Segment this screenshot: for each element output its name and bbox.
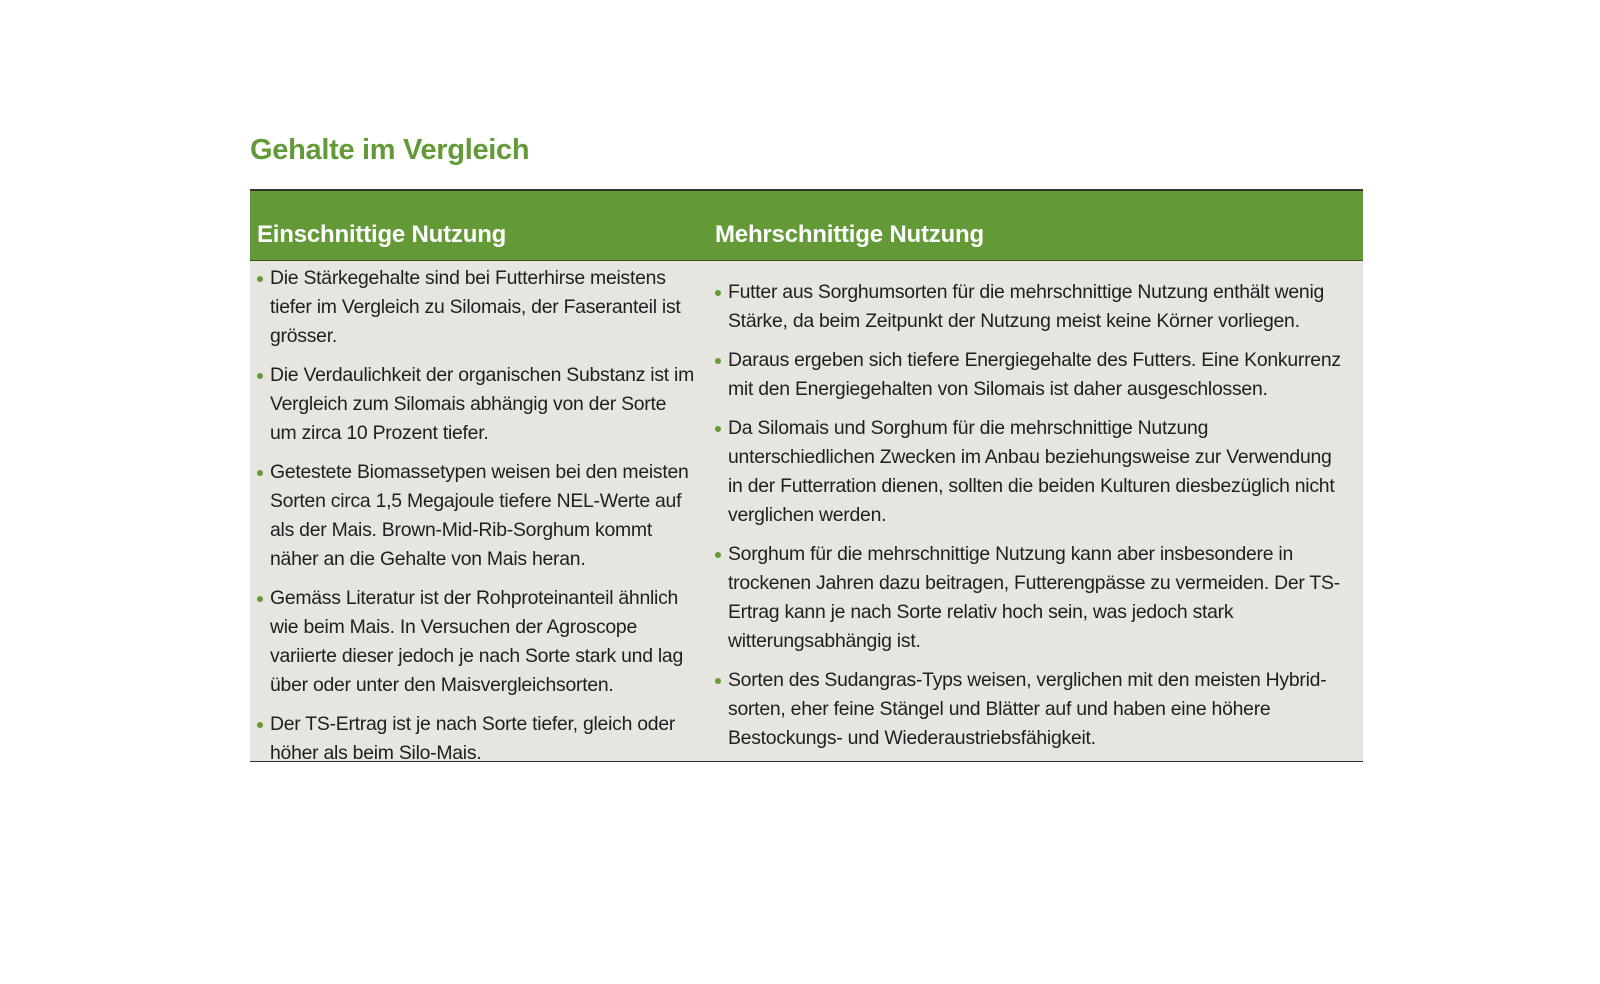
bullet-icon bbox=[715, 426, 721, 432]
list-item-text: Die Stärkegehalte sind bei Futterhirse meistens tiefer im Vergleich zu Silomais, der Faseranteil ist grösser. bbox=[270, 267, 681, 347]
bullet-icon bbox=[257, 470, 263, 476]
comparison-table bbox=[250, 189, 1363, 762]
list-item-text: Sorghum für die mehrschnittige Nutzung kann aber insbesondere in trockenen Jahren dazu beitragen, Futterengpässe zu vermeiden. Der TS-Ertrag kann je nach Sorte relativ hoch sein, was jedoch stark witterungsabhängig ist. bbox=[728, 543, 1340, 652]
mehrschnittig-bullet-list bbox=[715, 278, 1347, 763]
list-item-text: Da Silomais und Sorghum für die mehrschnittige Nutzung unterschiedlichen Zwecken im Anbau beziehungsweise zur Verwendung in der Futterration dienen, sollten die beiden Kulturen diesbezüglich nicht verglichen werden. bbox=[728, 417, 1335, 526]
list-item bbox=[715, 666, 1347, 753]
list-item-text: Daraus ergeben sich tiefere Energiegehalte des Futters. Eine Konkurrenz mit den Energiegehalten von Silomais ist daher ausgeschlossen. bbox=[728, 349, 1341, 400]
list-item bbox=[257, 584, 697, 700]
bullet-icon bbox=[257, 722, 263, 728]
list-item-text: Die Verdaulichkeit der organischen Substanz ist im Vergleich zum Silomais abhängig von der Sorte um zirca 10 Prozent tiefer. bbox=[270, 364, 695, 444]
list-item-text: Futter aus Sorghumsorten für die mehrschnittige Nutzung enthält wenig Stärke, da beim Zeitpunkt der Nutzung meist keine Körner vorliegen. bbox=[728, 281, 1325, 332]
bullet-icon bbox=[715, 290, 721, 296]
list-item bbox=[257, 710, 697, 768]
list-item bbox=[715, 346, 1347, 404]
einschnittig-bullet-list bbox=[257, 264, 697, 778]
table-header bbox=[250, 191, 1363, 261]
bullet-icon bbox=[715, 358, 721, 364]
list-item bbox=[257, 361, 697, 448]
list-item bbox=[257, 458, 697, 574]
bullet-icon bbox=[257, 596, 263, 602]
list-item bbox=[715, 540, 1347, 656]
list-item bbox=[257, 264, 697, 351]
bullet-icon bbox=[715, 552, 721, 558]
bullet-icon bbox=[257, 276, 263, 282]
list-item-text: Der TS-Ertrag ist je nach Sorte tiefer, gleich oder höher als beim Silo-Mais. bbox=[270, 713, 676, 764]
column-heading-einschnittig: Einschnittige Nutzung bbox=[257, 221, 507, 248]
bullet-icon bbox=[257, 373, 263, 379]
column-heading-mehrschnittig: Mehrschnittige Nutzung bbox=[715, 221, 984, 248]
list-item bbox=[715, 278, 1347, 336]
list-item-text: Getestete Biomassetypen weisen bei den meisten Sorten circa 1,5 Megajoule tiefere NEL-Werte auf als der Mais. Brown-Mid-Rib-Sorghum kommt näher an die Gehalte von Mais heran. bbox=[270, 461, 689, 570]
list-item bbox=[715, 414, 1347, 530]
list-item-text: Gemäss Literatur ist der Rohproteinanteil ähnlich wie beim Mais. In Versuchen der Agroscope variierte dieser jedoch je nach Sorte stark und lag über oder unter den Maisvergleichsorten. bbox=[270, 587, 684, 696]
page-title: Gehalte im Vergleich bbox=[250, 134, 530, 166]
bullet-icon bbox=[715, 678, 721, 684]
list-item-text: Sorten des Sudangras-Typs weisen, verglichen mit den meisten Hybrid-sorten, eher feine Stängel und Blätter auf und haben eine höhere Bestockungs- und Wiederaustriebsfähigkeit. bbox=[728, 669, 1327, 749]
